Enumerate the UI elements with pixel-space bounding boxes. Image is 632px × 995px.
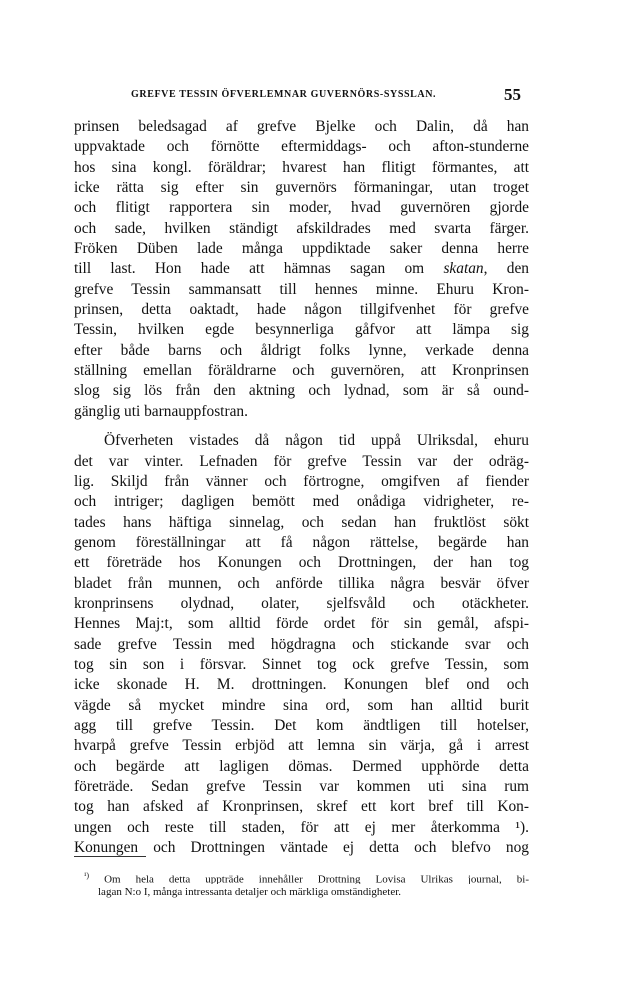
page-header	[131, 86, 526, 112]
text-line: kronprinsens olydnad, olater, sjelfsvåld och otäckheter.	[74, 594, 529, 612]
body-text	[74, 117, 529, 858]
text-line: och sade, hvilken ständigt afskildrades med svarta färger.	[74, 219, 529, 237]
text-line: ungen och reste till staden, för att ej mer återkomma ¹).	[74, 818, 529, 836]
text-line: icke skonade H. M. drottningen. Konungen blef ond och	[74, 676, 529, 694]
text-line: tades hans häftiga sinnelag, och sedan han fruktlöst sökt	[74, 513, 529, 531]
text-line: vägde så mycket mindre sina ord, som han alltid burit	[74, 696, 529, 714]
footnote-line-1	[84, 867, 529, 884]
text-line: uppvaktade och förnötte eftermiddags- och afton-stunderne	[74, 138, 529, 156]
text-line: och intriger; dagligen bemött med onådiga vidrigheter, re-	[74, 493, 529, 511]
text-line: gänglig uti barnauppfostran.	[74, 402, 248, 420]
text-line: och begärde att lagligen dömas. Dermed upphörde detta	[74, 757, 529, 775]
paragraph-gap	[74, 422, 529, 431]
text-line: prinsen beledsagad af grefve Bjelke och Dalin, då han	[74, 118, 529, 135]
text-line: Konungen och Drottningen väntade ej detta och blefvo nog	[74, 839, 529, 857]
text-line: till last. Hon hade att hämnas sagan om skatan, den	[74, 260, 529, 278]
text-line: agg till grefve Tessin. Det kom ändtligen till hotelser,	[74, 716, 529, 734]
footnote-marker: ¹)	[84, 871, 90, 880]
footnote-text-1: Om hela detta uppträde innehåller Drottning Lovisa Ulrikas journal, bi-	[104, 873, 529, 884]
text-line: Fröken Düben lade många uppdiktade saker denna herre	[74, 240, 529, 258]
text-line: prinsen, detta oaktadt, hade någon tillgifvenhet för grefve	[74, 301, 529, 319]
text-line: ett företräde hos Konungen och Drottningen, der han tog	[74, 554, 529, 572]
text-line: ställning emellan föräldrarne och guvernören, att Kronprinsen	[74, 362, 529, 380]
text-line: slog sig lös från den aktning och lydnad, som är så ound-	[74, 382, 529, 400]
text-line: hos sina kongl. föräldrar; hvarest han flitigt förmantes, att	[74, 158, 529, 176]
text-line: efter både barns och åldrigt folks lynne, verkade denna	[74, 341, 529, 359]
text-line: företräde. Sedan grefve Tessin var kommen uti sina rum	[74, 778, 529, 795]
text-line: det var vinter. Lefnaden för grefve Tessin var der odräg-	[74, 452, 529, 470]
footnote-text-2: lagan N:o I, många intressanta detaljer och märkliga omständigheter.	[98, 886, 402, 898]
page-number: 55	[504, 85, 521, 104]
footnote	[84, 867, 529, 901]
text-line: hvarpå grefve Tessin erbjöd att lemna sin värja, gå i arrest	[74, 737, 529, 755]
text-line: Hennes Maj:t, som alltid förde ordet för sin gemål, afspi-	[74, 615, 529, 633]
italic-word: skatan	[443, 260, 484, 278]
footnote-rule	[74, 856, 146, 857]
text-line: och flitigt rapportera sin moder, hvad guvernören gjorde	[74, 199, 529, 217]
text-line: bladet från munnen, och anförde tillika några besvär öfver	[74, 574, 529, 592]
text-line: sade grefve Tessin med högdragna och stickande svar och	[74, 635, 529, 653]
text-line: Öfverheten vistades då någon tid uppå Ulriksdal, ehuru	[104, 432, 529, 450]
text-line: grefve Tessin sammansatt till hennes minne. Ehuru Kron-	[74, 280, 529, 298]
text-line: tog sin son i försvar. Sinnet tog ock grefve Tessin, som	[74, 655, 529, 673]
paragraph-2	[74, 431, 529, 858]
running-head: GREFVE TESSIN ÖFVERLEMNAR GUVERNÖRS-SYSSLAN.	[131, 89, 437, 100]
paragraph-1	[74, 117, 529, 422]
text-line: lig. Skiljd från vänner och förtrogne, omgifven af fiender	[74, 472, 529, 490]
text-line: genom föreställningar att få någon rättelse, begärde han	[74, 533, 529, 551]
text-line: Tessin, hvilken egde besynnerliga gåfvor att lämpa sig	[74, 321, 529, 339]
text-line: tog han afsked af Kronprinsen, skref ett kort bref till Kon-	[74, 798, 529, 816]
text-line: icke rätta sig efter sin guvernörs förmaningar, utan troget	[74, 179, 529, 197]
